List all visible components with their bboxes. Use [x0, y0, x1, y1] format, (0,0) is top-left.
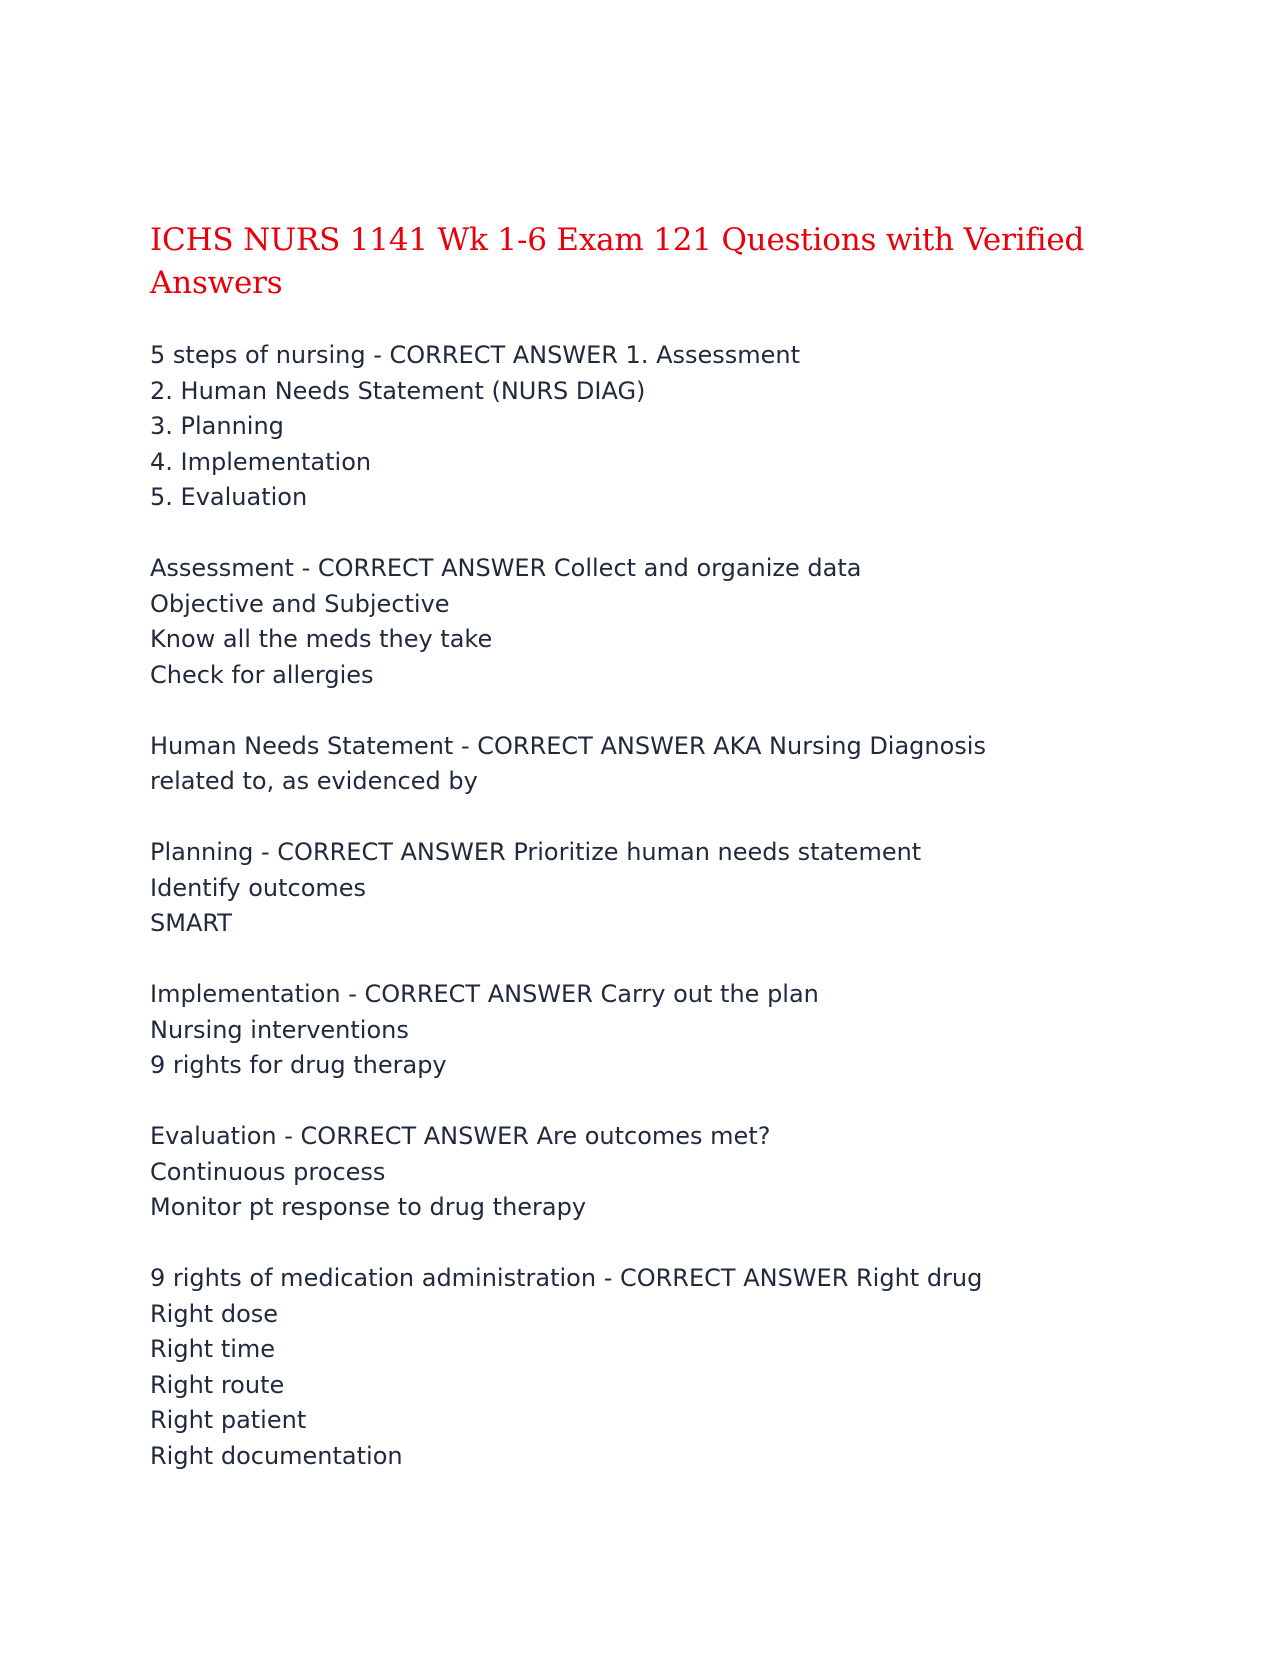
qa-answer-line: related to, as evidenced by: [150, 767, 478, 795]
qa-answer-line: 5. Evaluation: [150, 483, 308, 511]
qa-answer-line: 9 rights for drug therapy: [150, 1051, 447, 1079]
qa-question-line: Human Needs Statement - CORRECT ANSWER AKA Nursing Diagnosis: [150, 731, 986, 760]
qa-answer-line: Objective and Subjective: [150, 589, 450, 618]
qa-answer-line: SMART: [150, 909, 232, 937]
qa-question-line: Evaluation - CORRECT ANSWER Are outcomes met?: [150, 1122, 771, 1150]
qa-answer-line: Right route: [150, 1370, 285, 1399]
qa-answer-line: 4. Implementation: [150, 447, 372, 476]
qa-answer-line: Identify outcomes: [150, 873, 367, 902]
qa-question-line: Planning - CORRECT ANSWER Prioritize human needs statement: [150, 838, 922, 866]
qa-answer-line: Check for allergies: [150, 660, 374, 689]
qa-answer-line: 2. Human Needs Statement (NURS DIAG): [150, 376, 646, 405]
qa-answer-line: Right documentation: [150, 1441, 403, 1470]
qa-answer-line: Right patient: [150, 1406, 307, 1434]
qa-question-line: Implementation - CORRECT ANSWER Carry out the plan: [150, 980, 819, 1008]
qa-entry: [150, 1261, 1110, 1474]
document-title: ICHS NURS 1141 Wk 1-6 Exam 121 Questions with Verified Answers: [150, 222, 1085, 301]
document-body: [150, 219, 1110, 1510]
qa-entry: [150, 835, 1110, 942]
qa-question-line: Assessment - CORRECT ANSWER Collect and organize data: [150, 554, 862, 582]
qa-entry: [150, 338, 1110, 516]
qa-entry: [150, 1119, 1110, 1226]
qa-entry: [150, 729, 1110, 800]
qa-entry: [150, 977, 1110, 1084]
qa-answer-line: 3. Planning: [150, 412, 284, 440]
qa-answer-line: Nursing interventions: [150, 1015, 409, 1044]
qa-answer-line: Right dose: [150, 1299, 279, 1328]
qa-answer-line: Know all the meds they take: [150, 625, 493, 653]
qa-answer-line: Monitor pt response to drug therapy: [150, 1193, 587, 1221]
qa-answer-line: Right time: [150, 1335, 276, 1363]
qa-question-line: 5 steps of nursing - CORRECT ANSWER 1. Assessment: [150, 341, 801, 369]
qa-entry: [150, 551, 1110, 693]
qa-question-line: 9 rights of medication administration - CORRECT ANSWER Right drug: [150, 1264, 983, 1292]
qa-answer-line: Continuous process: [150, 1157, 386, 1186]
qa-list: [150, 338, 1110, 1474]
